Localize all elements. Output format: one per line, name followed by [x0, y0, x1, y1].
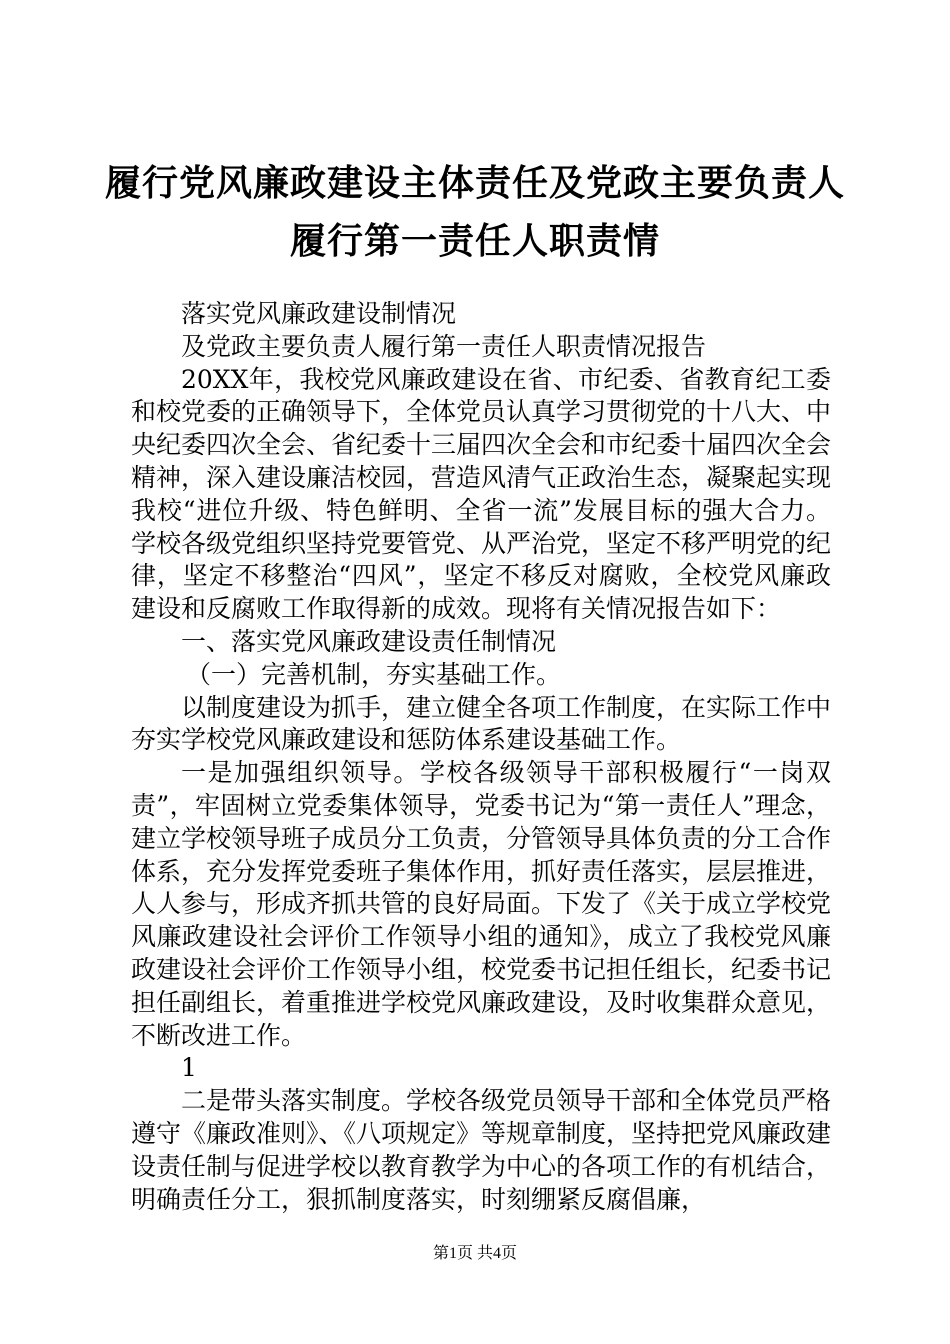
paragraph: 二是带头落实制度。学校各级党员领导干部和全体党员严格遵守《廉政准则》、《八项规定》等规章制度，坚持把党风廉政建设责任制与促进学校以教育教学为中心的各项工作的有机结合，明确责任分工，狠抓制度落实，时刻绷紧反腐倡廉， — [131, 1086, 832, 1214]
paragraph: 及党政主要负责人履行第一责任人职责情况报告 — [181, 331, 707, 361]
page-marker: 1 — [181, 1053, 197, 1083]
paragraph: 落实党风廉政建设制情况 — [181, 299, 457, 328]
document-body — [131, 298, 831, 1216]
page-footer: 第1页 共4页 — [432, 1245, 517, 1262]
paragraph: 以制度建设为抓手，建立健全各项工作制度，在实际工作中夯实学校党风廉政建设和惩防体系建设基础工作。 — [131, 692, 832, 755]
document-title-line-2: 履行第一责任人职责情 — [289, 220, 660, 262]
paragraph: 一是加强组织领导。学校各级领导干部积极履行“一岗双责”，牢固树立党委集体领导，党委书记为“第一责任人”理念，建立学校领导班子成员分工负责，分管领导具体负责的分工合作体系，充分发挥党委班子集体作用，抓好责任落实，层层推进，人人参与，形成齐抓共管的良好局面。下发了《关于成立学校党风廉政建设社会评价工作领导小组的通知》，成立了我校党风廉政建设社会评价工作领导小组，校党委书记担任组长，纪委书记担任副组长，着重推进学校党风廉政建设，及时收集群众意见，不断改进工作。 — [131, 758, 832, 1050]
section-heading: 一、落实党风廉政建设责任制情况 — [181, 626, 557, 656]
paragraph: 20XX年，我校党风廉政建设在省、市纪委、省教育纪工委和校党委的正确领导下，全体党员认真学习贯彻党的十八大、中央纪委四次全会、省纪委十三届四次全会和市纪委十届四次全会精神，深入建设廉洁校园，营造风清气正政治生态，凝聚起实现我校“进位升级、特色鲜明、全省一流”发展目标的强大合力。学校各级党组织坚持党要管党、从严治党，坚定不移严明党的纪律，坚定不移整治“四风”，坚定不移反对腐败，全校党风廉政建设和反腐败工作取得新的成效。现将有关情况报告如下： — [131, 364, 832, 624]
document-title-line-1: 履行党风廉政建设主体责任及党政主要负责人 — [104, 162, 845, 204]
subsection-heading: （一）完善机制，夯实基础工作。 — [186, 659, 562, 689]
